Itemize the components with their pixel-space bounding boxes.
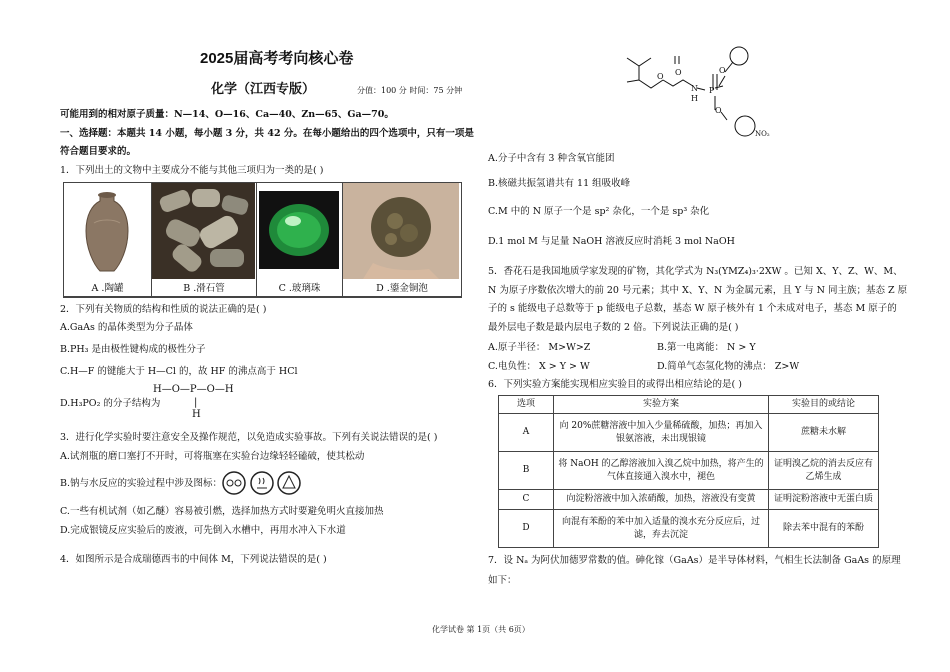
q1-option-b bbox=[152, 183, 257, 297]
page-footer: 化学试卷 第 1页（共 6页） bbox=[432, 625, 530, 634]
atom-p: P bbox=[709, 86, 715, 95]
q2-option-d: D.H₃PO₂ 的分子结构为 bbox=[60, 398, 161, 409]
result-line: 证明溴乙烷的消去反应有 bbox=[773, 458, 873, 469]
result-line: 乙烯生成 bbox=[805, 471, 842, 482]
plan-line: 向 20%蔗糖溶液中加入少量稀硫酸，加热；再加入 bbox=[559, 420, 763, 431]
q4-option-c: C.M 中的 N 原子一个是 sp² 杂化，一个是 sp³ 杂化 bbox=[488, 206, 710, 217]
q2-structure-top: H—O—P—O—H bbox=[153, 384, 234, 395]
q5-option-d: D.简单气态氢化物的沸点： Z>W bbox=[657, 361, 800, 372]
q3-option-b: B.钠与水反应的实验过程中涉及图标： bbox=[60, 478, 223, 489]
section1-instructions: 一、选择题：本题共 14 小题，每小题 3 分，共 42 分。在每小题给出的四个选项中，只有一项是 bbox=[60, 128, 474, 139]
q7-stem-line1: 7．设 Nₐ 为阿伏加德罗常数的值。砷化镓（GaAs）是半导体材料，气相生长法制备 GaAs 的原理 bbox=[488, 555, 901, 566]
atom-h: H bbox=[691, 94, 698, 103]
table-header-row bbox=[499, 396, 879, 414]
row-plan bbox=[554, 510, 769, 548]
atom-n: N bbox=[691, 84, 698, 93]
row-result: 除去苯中混有的苯酚 bbox=[769, 510, 879, 548]
q1-image-grid bbox=[63, 182, 462, 298]
plan-line: 向混有苯酚的苯中加入适量的溴水充分反应后，过 bbox=[561, 516, 760, 527]
q4-option-b: B.核磁共振氢谱共有 11 组吸收峰 bbox=[488, 178, 631, 189]
q5-option-c: C.电负性： X > Y > W bbox=[488, 361, 590, 372]
table-row bbox=[499, 414, 879, 452]
table-row bbox=[499, 510, 879, 548]
row-option: B bbox=[499, 452, 554, 490]
plan-line: 滤，弃去沉淀 bbox=[633, 529, 688, 540]
header-result: 实验目的或结论 bbox=[769, 396, 879, 414]
sharp-hazard-icon bbox=[276, 470, 302, 496]
row-plan bbox=[554, 452, 769, 490]
q1-option-a-label: A .陶罐 bbox=[91, 283, 124, 294]
plan-line: 气体直接通入溴水中，褪色 bbox=[606, 471, 715, 482]
q1-option-c-label: C .玻璃珠 bbox=[278, 283, 321, 294]
row-plan: 向淀粉溶液中加入浓硝酸，加热，溶液没有变黄 bbox=[554, 490, 769, 510]
q4-stem: 4．如图所示是合成瑞德西韦的中间体 M，下列说法错误的是( ) bbox=[60, 554, 327, 565]
q5-stem-line3: 子的 s 能级电子总数等于 p 能级电子总数，基态 W 原子核外有 1 个未成对电子，基态 M 原子的 bbox=[488, 303, 897, 314]
row-option: A bbox=[499, 414, 554, 452]
section1-instructions-cont: 符合题目要求的。 bbox=[60, 146, 137, 157]
header-plan: 实验方案 bbox=[554, 396, 769, 414]
q1-option-d bbox=[343, 183, 461, 297]
row-plan bbox=[554, 414, 769, 452]
q6-experiment-table bbox=[498, 395, 879, 548]
q7-stem-line2: 如下： bbox=[488, 575, 517, 586]
q2-stem: 2．下列有关物质的结构和性质的说法正确的是( ) bbox=[60, 304, 267, 315]
q2-structure-bond: | bbox=[194, 397, 198, 408]
atom-o-ester: O bbox=[657, 72, 664, 81]
q1-option-c bbox=[257, 183, 343, 297]
gilt-copper-image bbox=[343, 183, 459, 279]
plan-line: 银氨溶液，未出现银镜 bbox=[615, 433, 706, 444]
group-no2: NO₂ bbox=[755, 130, 770, 138]
molecule-m-structure bbox=[615, 42, 785, 142]
q6-stem: 6．下列实验方案能实现相应实验目的或得出相应结论的是( ) bbox=[488, 379, 742, 390]
row-result: 证明淀粉溶液中无蛋白质 bbox=[769, 490, 879, 510]
score-time-info: 分值：100 分 时间：75 分钟 bbox=[357, 86, 463, 95]
q5-stem-line1: 5．香花石是我国地质学家发现的矿物，其化学式为 N₃(YMZ₄)₃·2XW 。已知 X、Y、Z、W、M、 bbox=[488, 266, 903, 277]
atomic-masses: 可能用到的相对原子质量：N—14、O—16、Ca—40、Zn—65、Ga—70。 bbox=[60, 109, 394, 120]
table-row bbox=[499, 490, 879, 510]
q1-stem: 1．下列出土的文物中主要成分不能与其他三项归为一类的是( ) bbox=[60, 165, 324, 176]
q2-option-c: C.H—F 的键能大于 H—Cl 的，故 HF 的沸点高于 HCl bbox=[60, 366, 298, 377]
table-row bbox=[499, 452, 879, 490]
row-result: 蔗糖未水解 bbox=[769, 414, 879, 452]
header-option: 选项 bbox=[499, 396, 554, 414]
molecule-m-bonds bbox=[615, 42, 785, 142]
q1-option-a bbox=[64, 183, 152, 297]
atom-o-nitrophenoxy: O bbox=[715, 106, 722, 115]
glass-bead-image bbox=[257, 183, 341, 279]
q5-stem-line2: N 为原子序数依次增大的前 20 号元素；其中 X、Y、N 为金属元素，且 Y 与 N 同主族；基态 Z 原 bbox=[488, 285, 908, 296]
q2-option-b: B.PH₃ 是由极性键构成的极性分子 bbox=[60, 344, 206, 355]
row-option: D bbox=[499, 510, 554, 548]
q5-option-b: B.第一电离能： N > Y bbox=[657, 342, 756, 353]
q3-option-a: A.试剂瓶的磨口塞打不开时，可将瓶塞在实验台边缘轻轻磕破，使其松动 bbox=[60, 451, 365, 462]
q3-option-d: D.完成银镜反应实验后的废液，可先倒入水槽中，再用水冲入下水道 bbox=[60, 525, 346, 536]
hot-hazard-icon bbox=[249, 470, 275, 496]
atom-o-carbonyl: O bbox=[675, 68, 682, 77]
q4-option-a: A.分子中含有 3 种含氧官能团 bbox=[488, 153, 615, 164]
q2-option-a: A.GaAs 的晶体类型为分子晶体 bbox=[60, 322, 193, 333]
q3-option-c: C.一些有机试剂（如乙醚）容易被引燃，选择加热方式时要避免明火直接加热 bbox=[60, 506, 384, 517]
plan-line: 将 NaOH 的乙醇溶液加入溴乙烷中加热，将产生的 bbox=[558, 458, 764, 469]
subject-title: 化学（江西专版） bbox=[211, 82, 316, 97]
talc-tube-image bbox=[152, 183, 255, 279]
q1-option-b-label: B .滑石管 bbox=[183, 283, 225, 294]
pottery-jar-image bbox=[64, 183, 150, 279]
q3-stem: 3．进行化学实验时要注意安全及操作规范，以免造成实验事故。下列有关说法错误的是( ) bbox=[60, 432, 438, 443]
q2-structure-bottom: H bbox=[192, 409, 201, 420]
q5-stem-line4: 最外层电子数是最内层电子数的 2 倍。下列说法正确的是( ) bbox=[488, 322, 739, 333]
q1-option-d-label: D .鎏金铜泡 bbox=[376, 283, 428, 294]
q4-option-d: D.1 mol M 与足量 NaOH 溶液反应时消耗 3 mol NaOH bbox=[488, 236, 735, 247]
q5-option-a: A.原子半径： M>W>Z bbox=[488, 342, 591, 353]
atom-o-phenoxy: O bbox=[719, 66, 726, 75]
exam-title: 2025届高考考向核心卷 bbox=[200, 50, 354, 67]
row-result bbox=[769, 452, 879, 490]
row-option: C bbox=[499, 490, 554, 510]
